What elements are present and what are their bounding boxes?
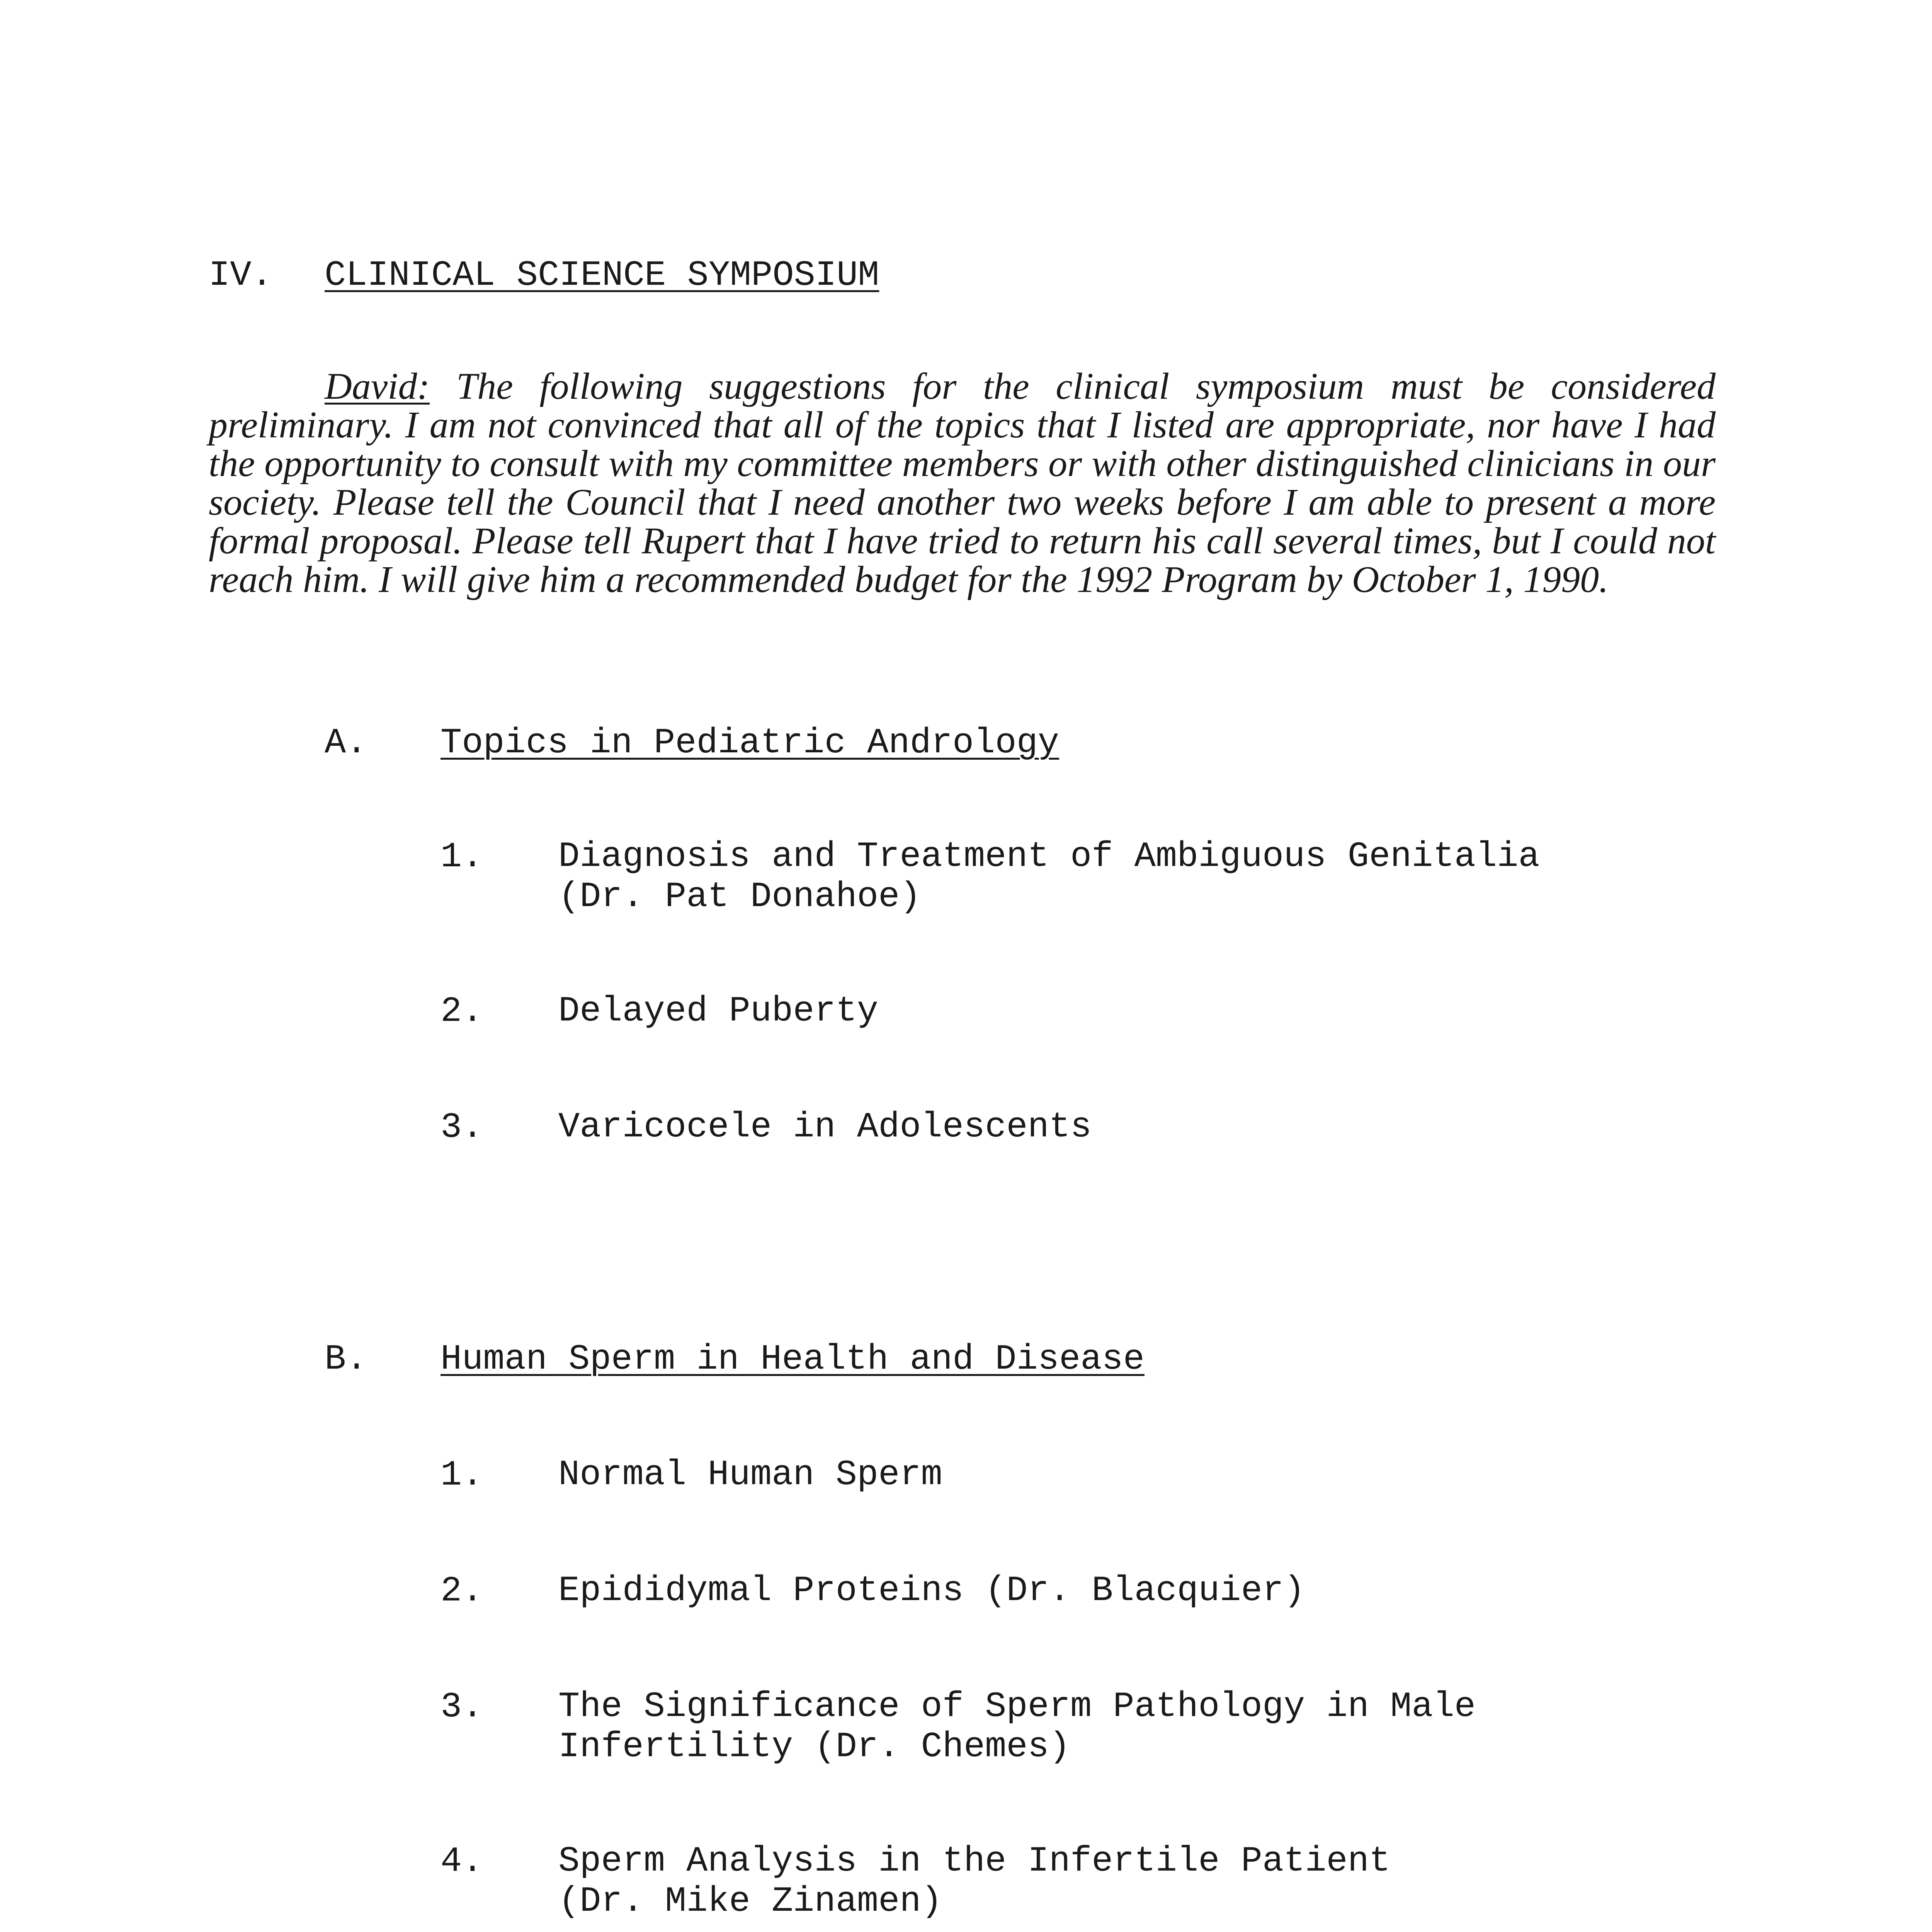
- section-number: IV.: [209, 255, 273, 296]
- subsection-a-title: Topics in Pediatric Andrology: [440, 723, 1060, 763]
- list-item-text: Varicocele in Adolescents: [558, 1107, 1092, 1147]
- list-item-text: Diagnosis and Treatment of Ambiguous Genitalia (Dr. Pat Donahoe): [558, 836, 1540, 917]
- note-text: The following suggestions for the clinical symposium must be considered preliminary. I am not convinced that all of the topics that I listed are appropriate, nor have I had the opportunity to consult with my committee members or with other distinguished clinicians in our society. Please tell the Council that I need another two weeks before I am able to present a more formal proposal. Please tell Rupert that I have tried to return his call several times, but I could not reach him. I will give him a recommended budget for the 1992 Program by October 1, 1990.: [209, 366, 1716, 600]
- list-item-text: Normal Human Sperm: [558, 1454, 942, 1495]
- list-item-number: 1.: [440, 1455, 483, 1495]
- subsection-b-letter: B.: [325, 1339, 367, 1379]
- section-title: CLINICAL SCIENCE SYMPOSIUM: [325, 255, 879, 296]
- note-label: David:: [325, 366, 430, 407]
- list-item-text: Delayed Puberty: [558, 991, 879, 1031]
- list-item-number: 3.: [440, 1687, 483, 1727]
- list-item-number: 2.: [440, 991, 483, 1032]
- list-item-text: The Significance of Sperm Pathology in Male Infertility (Dr. Chemes): [558, 1686, 1476, 1767]
- subsection-b-title: Human Sperm in Health and Disease: [440, 1339, 1145, 1379]
- list-item-number: 2.: [440, 1571, 483, 1611]
- list-item-number: 3.: [440, 1107, 483, 1148]
- list-item-number: 1.: [440, 837, 483, 877]
- list-item-text: Sperm Analysis in the Infertile Patient (Dr. Mike Zinamen): [558, 1841, 1391, 1922]
- list-item-text: Epididymal Proteins (Dr. Blacquier): [558, 1570, 1305, 1611]
- list-item-number: 4.: [440, 1841, 483, 1882]
- subsection-a-letter: A.: [325, 723, 367, 763]
- note-paragraph: [209, 367, 1716, 599]
